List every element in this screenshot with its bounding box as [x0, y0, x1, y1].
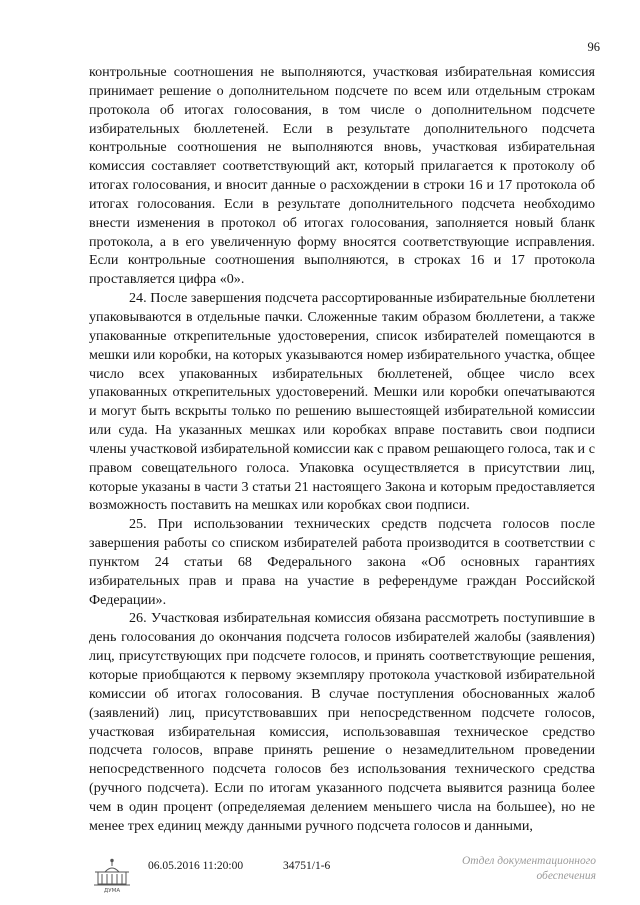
duma-building-logo-icon: [92, 858, 132, 894]
paragraph-25: 25. При использовании технических средств подсчета голосов после завершения работы со списком избирателей работа производится в соответствии с пунктом 24 статьи 68 Федерального закона «Об основных гарантиях избирательных прав и права на участие в референдуме граждан Российской Федерации».: [89, 516, 595, 608]
logo-text: ДУМА: [103, 888, 121, 894]
footer-timestamp: 06.05.2016 11:20:00: [148, 860, 244, 872]
footer-document-number: 34751/1-6: [283, 860, 331, 872]
stamp-line-1: Отдел документационного: [461, 855, 596, 867]
page-number: 96: [587, 40, 600, 54]
document-body: [89, 63, 595, 836]
paragraph-continuation: контрольные соотношения не выполняются, участковая избирательная комиссия принимает решение о дополнительном подсчете по всем или отдельным строкам протокола об итогах голосования, в том числе о дополнительном подсчете избирательных бюллетеней. Если в результате дополнительного подсчета контрольные соотношения не выполняются вновь, участковая избирательная комиссия составляет соответствующий акт, который прилагается к протоколу об итогах голосования, и вносит данные о расхождении в строки 16 и 17 протокола об итогах голосования. Если в результате дополнительного подсчета необходимо внести изменения в протокол об итогах голосования, заполняется новый бланк протокола, а в его увеличенную форму вносятся соответствующие исправления. Если контрольные соотношения выполняются, в строках 16 и 17 протокола проставляется цифра «0».: [89, 64, 595, 288]
paragraph-24: 24. После завершения подсчета рассортированные избирательные бюллетени упаковываются в отдельные пачки. Сложенные таким образом бюллетени, а также упакованные открепительные удостоверения, список избирателей помещаются в мешки или коробки, на которых указываются номер избирательного участка, общее число всех упакованных избирательных бюллетеней, общее число всех упакованных открепительных удостоверений. Мешки или коробки опечатываются и могут быть вскрыты только по решению вышестоящей избирательной комиссии или суда. На указанных мешках или коробках вправе поставить свои подписи члены участковой избирательной комиссии как с правом решающего голоса, так и с правом совещательного голоса. Упаковка осуществляется в присутствии лиц, которые указаны в части 3 статьи 21 настоящего Закона и которым предоставляется возможность поставить на мешках или коробках свои подписи.: [89, 290, 595, 514]
paragraph-26: 26. Участковая избирательная комиссия обязана рассмотреть поступившие в день голосования до окончания подсчета голосов избирателей жалобы (заявления) лиц, присутствующих при подсчете голосов, и принять соответствующие решения, которые приобщаются к первому экземпляру протокола участковой избирательной комиссии об итогах голосования. В случае поступления обоснованных жалоб (заявлений) лиц, присутствовавших при непосредственном подсчете голосов, участковая избирательная комиссия, использовавшая техническое средство подсчета голосов, вправе принять решение о незамедлительном проведении непосредственного подсчета голосов без использования технического средства (ручного подсчета). Если по итогам указанного подсчета выявится разница более чем в один процент (определяемая делением меньшего числа на большее), но не менее трех единиц между данными ручного подсчета голосов и данными,: [89, 610, 595, 834]
page-footer: [0, 848, 640, 905]
department-stamp: [446, 854, 596, 884]
stamp-line-2: обеспечения: [536, 870, 596, 882]
